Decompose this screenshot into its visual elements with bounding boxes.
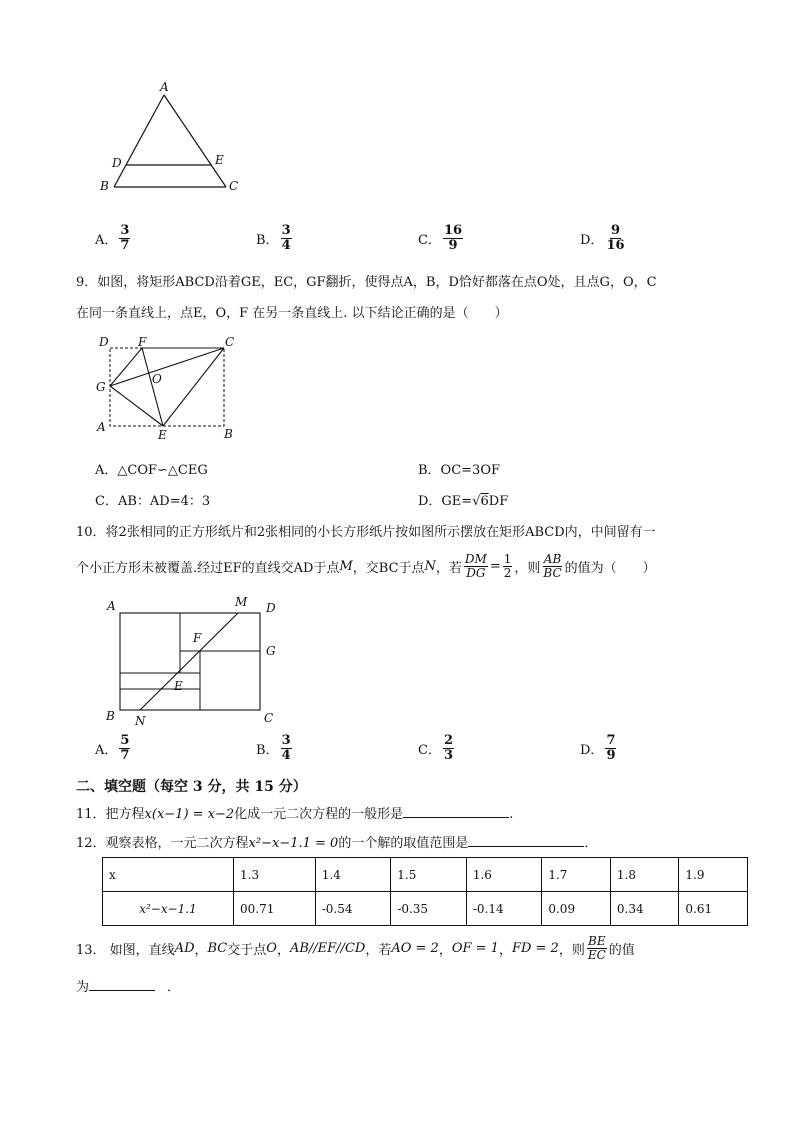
q13-parallel: AB//EF//CD <box>289 940 366 956</box>
table-cell: 0.34 <box>610 892 679 926</box>
table-cell: 1.5 <box>391 858 467 892</box>
q8-option-a-letter: A． <box>95 232 118 248</box>
q13-comma1: ， <box>194 942 208 958</box>
q10-option-d-num: 7 <box>606 733 616 748</box>
q10-half-den: 2 <box>503 565 512 580</box>
q8-label-d: D <box>112 156 122 170</box>
q10-ask-num: AB <box>543 552 562 566</box>
q12-equation: x²−x−1.1 = 0 <box>248 836 339 851</box>
q13-comma3: ，若 <box>365 942 392 958</box>
q9-label-b: B <box>224 427 233 441</box>
q8-option-c-letter: C． <box>418 232 441 248</box>
q13-den: EC <box>587 947 606 962</box>
q10-option-a-letter: A． <box>95 742 118 758</box>
q10-label-f: F <box>193 631 202 645</box>
q8-option-d-fraction <box>605 224 625 252</box>
q9-label-o: O <box>152 372 162 386</box>
q8-option-a[interactable] <box>95 224 132 252</box>
q9-option-b[interactable]: B．OC=3OF <box>418 463 500 478</box>
q8-option-c-num: 16 <box>443 223 463 238</box>
table-header-cell: x²−x−1.1 <box>103 892 234 926</box>
q8-option-c[interactable] <box>418 224 465 252</box>
q9-option-d-prefix: D．GE= <box>418 494 473 509</box>
q10-option-d-den: 9 <box>606 747 616 763</box>
q11-answer-blank[interactable] <box>403 805 509 818</box>
q13-fd: FD = 2 <box>511 940 559 956</box>
q13-comma6: ，则 <box>558 942 585 958</box>
q10-option-c-fraction <box>443 734 454 762</box>
q10-option-a-num: 5 <box>120 733 130 748</box>
q9-option-a[interactable]: A．△COF∽△CEG <box>95 463 208 478</box>
q10-text-b: ，交BC于点 <box>352 560 425 576</box>
q10-stem-line2 <box>76 553 656 579</box>
q10-label-c: C <box>264 711 274 725</box>
q8-label-c: C <box>229 179 239 193</box>
q13-comma5: ， <box>498 942 512 958</box>
q9-option-c[interactable]: C．AB：AD=4：3 <box>95 494 211 509</box>
q11-text-b: 化成一元二次方程的一般形是 <box>234 807 404 822</box>
q13-bc: BC <box>207 940 228 956</box>
table-cell: 1.6 <box>466 858 542 892</box>
q10-rectangle-figure <box>100 593 285 728</box>
table-cell: 00.71 <box>234 892 316 926</box>
q8-option-d[interactable] <box>580 224 628 252</box>
q8-option-a-num: 3 <box>120 223 130 238</box>
q9-stem-line2: 在同一条直线上，点E，O，F 在另一条直线上. 以下结论正确的是（ ） <box>76 306 508 321</box>
q8-option-a-fraction <box>119 224 130 252</box>
q10-option-a-den: 7 <box>120 747 130 763</box>
sqrt-icon: √ <box>472 494 481 509</box>
q10-cond-fraction <box>464 553 488 579</box>
q9-option-d-suffix: DF <box>488 494 509 509</box>
table-cell: -0.54 <box>315 892 391 926</box>
q8-label-e: E <box>215 153 224 167</box>
q10-option-c-letter: C． <box>418 742 441 758</box>
table-row <box>103 858 748 892</box>
q13-ao: AO = 2 <box>391 940 439 956</box>
q13-comma4: ， <box>438 942 452 958</box>
q12-answer-blank[interactable] <box>468 834 584 847</box>
q10-label-e: E <box>174 679 183 693</box>
q11-text-a: 11．把方程 <box>76 807 145 822</box>
q10-option-a-fraction <box>119 734 130 762</box>
q10-text-c: ，若 <box>435 560 462 576</box>
table-row <box>103 892 748 926</box>
q11-equation: x(x−1) = x−2 <box>144 807 235 822</box>
table-cell: 1.7 <box>542 858 611 892</box>
q10-label-n: N <box>135 714 146 728</box>
q10-label-g: G <box>266 644 276 658</box>
q8-option-c-den: 9 <box>448 237 458 253</box>
q10-option-b-letter: B． <box>256 742 279 758</box>
q9-label-e: E <box>158 428 167 442</box>
q13-stem-line2 <box>76 976 180 995</box>
q10-point-m: M <box>339 558 353 574</box>
q10-option-b-num: 3 <box>281 733 291 748</box>
q13-o: O <box>266 940 277 956</box>
q9-option-d-root: 6 <box>480 494 489 509</box>
q12-stem <box>76 832 597 851</box>
q8-option-b-fraction <box>281 224 292 252</box>
q10-label-a: A <box>107 599 116 613</box>
q9-label-g: G <box>96 380 106 394</box>
q9-label-d: D <box>99 335 109 349</box>
q13-ad: AD <box>174 940 195 956</box>
q10-point-n: N <box>424 558 436 574</box>
q8-option-d-den: 16 <box>606 237 625 253</box>
q10-option-b-fraction <box>281 734 292 762</box>
q10-option-d-letter: D． <box>580 742 604 758</box>
q8-option-d-letter: D． <box>580 232 604 248</box>
q8-option-b-letter: B． <box>256 232 279 248</box>
q10-text-d: ，则 <box>514 560 541 576</box>
q12-text-b: 的一个解的取值范围是 <box>338 836 469 851</box>
q10-option-c-num: 2 <box>443 733 453 748</box>
q8-option-b[interactable] <box>256 224 294 252</box>
q11-stem <box>76 803 513 822</box>
q9-label-f: F <box>138 335 147 349</box>
q8-option-b-num: 3 <box>281 223 291 238</box>
q10-text-e: 的值为（ ） <box>564 560 656 576</box>
q13-text-d: 的值 <box>608 942 635 958</box>
q12-end: ． <box>584 836 598 851</box>
q10-label-b: B <box>106 709 115 723</box>
q9-rectangle-figure <box>90 332 240 444</box>
q10-half-num: 1 <box>503 552 512 566</box>
q10-option-b[interactable] <box>256 734 294 762</box>
q13-answer-blank[interactable] <box>89 978 155 991</box>
table-header-cell: x <box>103 858 234 892</box>
q10-ask-den: BC <box>543 565 562 580</box>
q9-label-a: A <box>97 420 106 434</box>
q10-stem-line1: 10．将2张相同的正方形纸片和2张相同的小长方形纸片按如图所示摆放在矩形ABCD内，中间留有一 <box>76 525 656 540</box>
q8-option-d-num: 9 <box>610 223 620 238</box>
q9-stem-line1: 9．如图，将矩形ABCD沿着GE，EC，GF翻折，使得点A，B，D恰好都落在点O处，且点G，O，C <box>76 275 657 290</box>
table-cell: 1.4 <box>315 858 391 892</box>
q10-label-d: D <box>266 601 276 615</box>
q8-option-b-den: 4 <box>281 237 291 253</box>
q13-fraction <box>587 935 607 961</box>
q13-of: OF = 1 <box>451 940 499 956</box>
table-cell: 1.9 <box>679 858 748 892</box>
q10-option-d-fraction <box>605 734 616 762</box>
table-cell: -0.35 <box>391 892 467 926</box>
q10-option-b-den: 4 <box>281 747 291 763</box>
q9-label-c: C <box>225 335 235 349</box>
q10-option-a[interactable] <box>95 734 132 762</box>
q8-option-a-den: 7 <box>120 237 130 253</box>
table-cell: -0.14 <box>466 892 542 926</box>
table-cell: 0.09 <box>542 892 611 926</box>
q10-option-c-den: 3 <box>443 747 453 763</box>
q10-cond-den: DG <box>466 565 486 580</box>
q10-eq: = <box>489 558 501 574</box>
q10-label-m: M <box>235 595 248 609</box>
section-2-title: 二、填空题（每空 3 分，共 15 分） <box>76 779 307 795</box>
q10-text-a: 个小正方形未被覆盖.经过EF的直线交AD于点 <box>76 560 340 576</box>
q8-triangle-figure <box>95 78 255 198</box>
q13-text-b: 交于点 <box>227 942 267 958</box>
table-cell: 1.8 <box>610 858 679 892</box>
q13-num: BE <box>588 934 606 948</box>
q13-line2-a: 为 <box>76 980 90 995</box>
q10-half-fraction <box>503 553 513 579</box>
table-cell: 1.3 <box>234 858 316 892</box>
q10-cond-num: DM <box>464 552 487 566</box>
q8-label-b: B <box>100 179 109 193</box>
q8-label-a: A <box>160 80 169 94</box>
q8-option-c-fraction <box>443 224 463 252</box>
q9-option-d[interactable] <box>418 490 508 509</box>
q10-ask-fraction <box>542 553 562 579</box>
q10-option-c[interactable] <box>418 734 456 762</box>
table-cell: 0.61 <box>679 892 748 926</box>
q11-end: . <box>509 807 514 822</box>
q12-value-table <box>102 857 748 926</box>
q13-stem-line1 <box>76 935 635 961</box>
q10-option-d[interactable] <box>580 734 618 762</box>
q13-text-a: 13． 如图，直线 <box>76 942 175 958</box>
q13-line2-end: ． <box>167 980 181 995</box>
q13-comma2: ， <box>276 942 290 958</box>
q12-text-a: 12．观察表格，一元二次方程 <box>76 836 249 851</box>
